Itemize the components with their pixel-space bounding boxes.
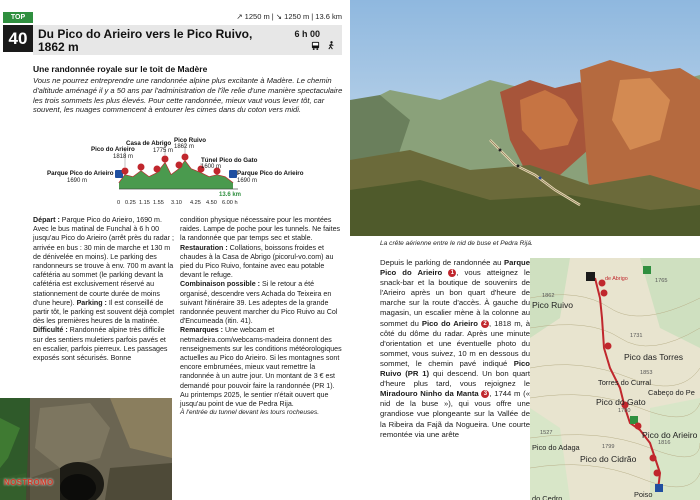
duration: 6 h 00 — [294, 29, 320, 39]
parking-text: Il est conseillé de partir tôt, le parking est souvent déjà complet dès les premières heures de la matinée. — [33, 298, 175, 326]
ridge-photo — [350, 0, 700, 236]
info-column-right — [180, 216, 343, 418]
map-label: Poiso — [634, 490, 653, 499]
label-parque-left: Parque Pico do Arieiro — [47, 170, 114, 177]
route-text: , vous atteignez le snack-bar et la boutique de souvenirs de l'Arieiro après un bon quart d'heure de marche sur la route d'accès. À gauche du magasin, un escalier mène à la colonne au sommet du — [380, 268, 531, 328]
route-text: Depuis le parking de randonnée au — [380, 258, 504, 267]
map-label: Pico do Gato — [596, 397, 646, 407]
place-name: Pico do Arieiro — [421, 318, 478, 328]
alt-pico-ruivo: 1862 m — [174, 144, 195, 150]
tunnel-caption: À l'entrée du tunnel devant les tours rocheuses. — [180, 409, 320, 417]
route-text: qui descend. Un bon quart d'heure plus tard, vous rejoignez le — [380, 369, 530, 389]
profile-tick: 4.50 — [206, 200, 217, 206]
hiker-icon — [327, 41, 336, 52]
route-text: , 1744 m (« nid de la buse »), qui vous offre une grandiose vue plongeante sur la Vallée de la Ribeira da Fajã da Nogueira. Une courte remontée via une arête — [380, 389, 530, 439]
alt-parque-left: 1690 m — [67, 178, 88, 184]
map-label: Cabeço do Pe — [648, 388, 695, 397]
place-name: Parque Pico do Arieiro — [380, 258, 530, 278]
profile-tick: 0 — [117, 200, 121, 206]
label-parque-right: Parque Pico do Arieiro — [237, 170, 304, 177]
elevation-profile — [33, 133, 343, 213]
map-label: Pico das Torres — [624, 352, 684, 362]
restauration-text: Collations, boissons froides et chaudes à la Casa de Abrigo (picorul-vo.com) au pied du Pico Ruivo, fontaine avec eau potable devant le refuge. — [180, 243, 334, 280]
alt-parque-right: 1690 m — [237, 178, 258, 184]
subtitle: Une randonnée royale sur le toit de Madère — [33, 64, 208, 74]
page-title: Du Pico do Arieiro vers le Pico Ruivo, 1862 m — [38, 27, 253, 54]
map-elevation: 1816 — [658, 440, 671, 446]
profile-tick: 1.15 — [139, 200, 150, 206]
waypoint-marker: 1 — [448, 269, 456, 277]
publisher-logo: NOSTROMO — [4, 478, 54, 487]
depart-label: Départ : — [33, 216, 60, 224]
map-label: Pico do Adaga — [532, 443, 580, 452]
waypoint-marker: 3 — [481, 390, 489, 398]
map-label: Pico Ruivo — [532, 300, 574, 310]
alt-tunel: 1600 m — [201, 164, 222, 170]
alt-casa-abrigo: 1775 m — [153, 148, 174, 154]
route-map — [530, 258, 700, 500]
route-text: , 1818 m, à côté du dôme du radar. Après une minute d'orientation et une éventuelle photo du sommet, vous suivez, 10 m en dessous du sommet, le chemin pavé indiqué — [380, 318, 531, 368]
title-box — [33, 25, 342, 55]
restauration-label: Restauration : — [180, 243, 228, 252]
remarques-label: Remarques : — [180, 326, 223, 335]
tour-number: 40 — [3, 25, 33, 52]
depart-text: Parque Pico do Arieiro, 1690 m. Avec le bus matinal de Funchal à 6 h 00 jusqu'au Pico do Arieiro (arrêt près du radar ; arrivée en bus : 30 min de marche et 130 m de dénivelée en moins). Le parking des randonneurs se trouve à env. 700 m avant la cafétéria au sommet (le parking devant la cafétéria est exclusivement réservé au stationnement de courte durée de moins d'une heure). — [33, 216, 174, 307]
top-badge: TOP — [3, 12, 33, 23]
label-tunel: Túnel Pico do Gato — [201, 157, 258, 164]
condition-text: condition physique nécessaire pour les montées raides. Lampe de poche pour les tunnels. Ne faites la randonnée que par temps sec et stable. — [180, 216, 341, 243]
profile-tick: 3.10 — [171, 200, 182, 206]
stats-line: ↗ 1250 m | ↘ 1250 m | 13.6 km — [236, 12, 342, 21]
map-elevation: 1853 — [640, 370, 653, 376]
parking-label: Parking : — [76, 298, 107, 307]
profile-tick: 0.25 — [125, 200, 136, 206]
route-description — [380, 258, 530, 440]
label-pico-arieiro: Pico do Arieiro — [91, 146, 135, 153]
place-name: Pico Ruivo (PR 1) — [380, 358, 530, 379]
place-name: Miradouro Ninho da Manta — [380, 389, 479, 399]
profile-distance: 13.6 km — [219, 192, 242, 198]
waypoint-marker: 2 — [481, 320, 489, 328]
bus-icon — [311, 41, 320, 52]
map-elevation: 1780 — [618, 408, 631, 414]
map-elevation: 1731 — [630, 333, 643, 339]
map-label: de Abrigo — [605, 276, 628, 282]
map-label: Pico do Arieiro — [642, 430, 698, 440]
map-label: Torres do Curral — [598, 378, 651, 387]
map-elevation: 1527 — [540, 430, 553, 436]
right-page — [350, 0, 700, 500]
map-label: do Cedro — [532, 494, 563, 500]
combinaison-text: Si le retour a été organisé, descendre vers Achada do Teixeira en suivant l'itinéraire 39. Les adeptes de la grande randonnée peuvent marcher du Pico Ruivo au Col d'Encumeada (itin. 41). — [180, 280, 338, 326]
intro-text: Vous ne pourrez entreprendre une randonnée alpine plus excitante à Madère. Le chemin d'altitude aménagé il y a 50 ans par l'administration de l'île relie d'une manière spectaculaire les trois sommets les plus élevés. Pour cette randonnée, mieux vaut vous lever tôt, car souvent, les nuages commencent à entourer les cimes dans du coton vers midi. — [33, 76, 343, 115]
label-pico-ruivo: Pico Ruivo — [174, 137, 206, 144]
photo-caption: La crête aérienne entre le nid de buse et Pedra Rijá. — [380, 240, 533, 247]
combinaison-label: Combinaison possible : — [180, 280, 261, 289]
profile-tick: 4.25 — [190, 200, 201, 206]
label-casa-abrigo: Casa de Abrigo — [126, 140, 172, 147]
profile-tick: 1.55 — [153, 200, 164, 206]
map-label: Pico do Cidrão — [580, 454, 637, 464]
remarques-text: Une webcam et netmadeira.com/webcams-madeira donnent des renseignements sur les conditions météorologiques actuelles au Pico do Arieiro. Si les montagnes sont encore embrumées, mieux vaut remettre la randonnée à un autre jour. Un montant de 3 € est demandé pour pouvoir faire la randonnée (PR 1). Au printemps 2025, le sentier n'était ouvert que jusqu'au point de vue de Pedra Rija. — [180, 326, 342, 409]
map-elevation: 1862 — [542, 293, 555, 299]
difficulte-text: Randonnée alpine très difficile sur des sentiers muletiers parfois pavés et en escalier, parfois pierreux. Les passages exposés sont sécurisés. Bonne — [33, 326, 168, 363]
map-elevation: 1765 — [655, 278, 668, 284]
map-elevation: 1799 — [602, 444, 615, 450]
profile-tick: 6.00 h — [222, 200, 238, 206]
alt-pico-arieiro: 1818 m — [113, 154, 134, 160]
difficulte-label: Difficulté : — [33, 326, 68, 335]
info-column-left — [33, 216, 175, 363]
